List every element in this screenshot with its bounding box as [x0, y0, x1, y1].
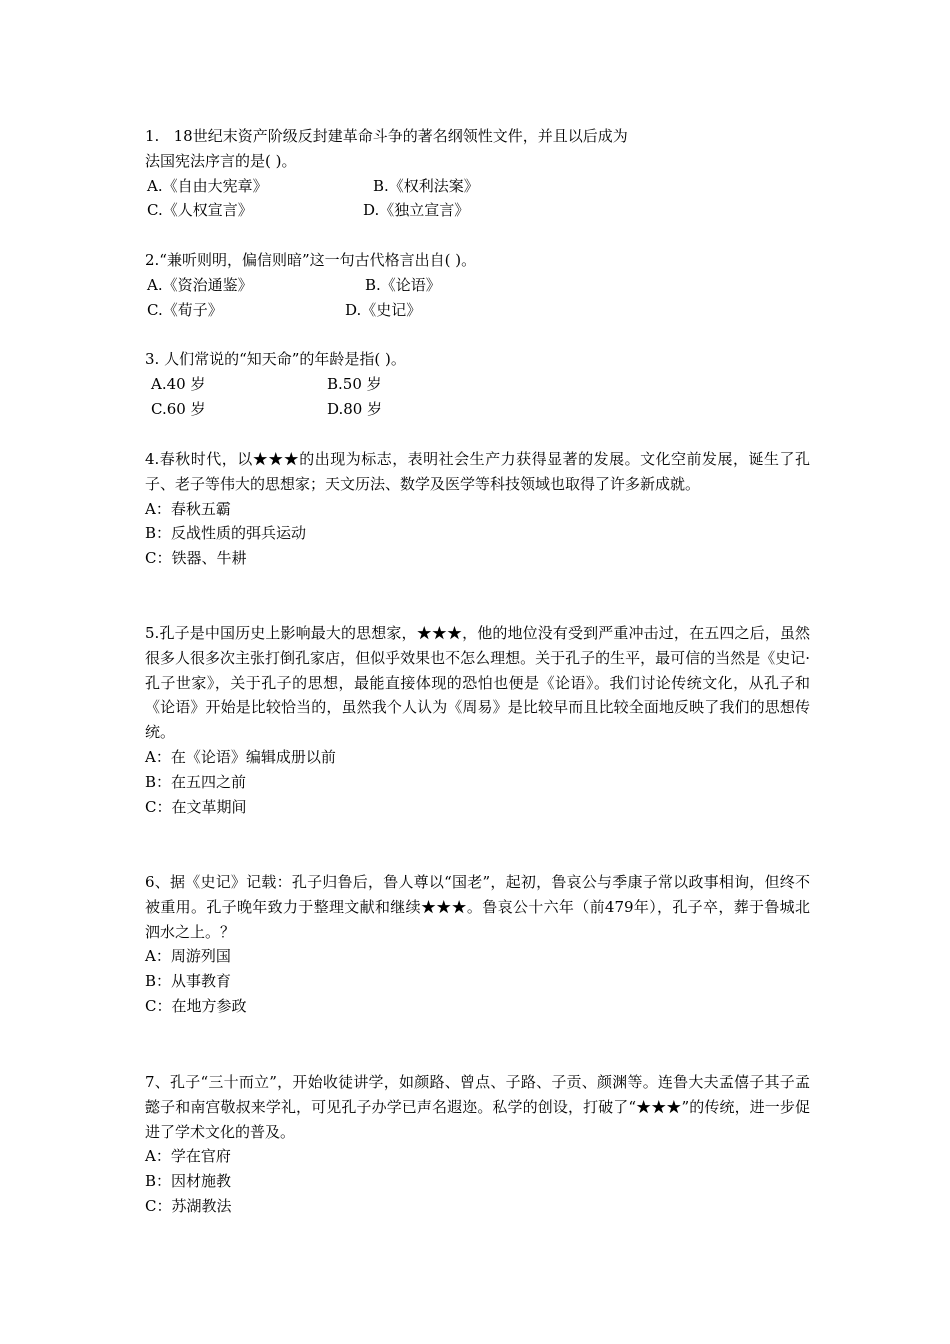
option-row	[145, 174, 810, 199]
answer-a: A：周游列国	[145, 947, 231, 966]
question-1	[145, 124, 810, 223]
answer-b: B：从事教育	[145, 972, 232, 991]
option-b: B.《权利法案》	[373, 176, 479, 195]
question-stem: 5.孔子是中国历史上影响最大的思想家，★★★，他的地位没有受到严重冲击过，在五四之后，虽然很多人很多次主张打倒孔家店，但似乎效果也不怎么理想。关于孔子的生平，最可信的当然是《史记·孔子世家》，关于孔子的思想，最能直接体现的恐怕也便是《论语》。我们讨论传统文化，从孔子和《论语》开始是比较恰当的，虽然我个人认为《周易》是比较早而且比较全面地反映了我们的思想传统。	[145, 624, 810, 742]
question-stem-line: 3. 人们常说的“知天命”的年龄是指( )。	[145, 350, 406, 368]
question-stem-line: 1. 18世纪末资产阶级反封建革命斗争的著名纲领性文件，并且以后成为	[145, 127, 628, 145]
answer-c: C：在文革期间	[145, 797, 247, 816]
question-stem: 6、据《史记》记载：孔子归鲁后，鲁人尊以“国老”，起初，鲁哀公与季康子常以政事相询，但终不被重用。孔子晚年致力于整理文献和继续★★★。鲁哀公十六年（前479年），孔子卒，葬于鲁城北泗水之上。？	[145, 873, 810, 941]
option-a: A.《自由大宪章》	[147, 176, 268, 195]
option-row	[145, 397, 810, 422]
question-5	[145, 621, 810, 819]
question-stem-line: 2.“兼听则明，偏信则暗”这一句古代格言出自( )。	[145, 251, 477, 269]
option-c: C.《荀子》	[147, 300, 223, 319]
option-row	[145, 298, 810, 323]
answer-a: A：学在官府	[145, 1147, 231, 1166]
answer-b: B：在五四之前	[145, 772, 247, 791]
option-d: D.《史记》	[345, 300, 422, 319]
question-6	[145, 870, 810, 1019]
answer-a: A：在《论语》编辑成册以前	[145, 747, 336, 766]
option-row	[145, 273, 810, 298]
option-row	[145, 372, 810, 397]
question-4	[145, 447, 810, 571]
question-stem: 4.春秋时代，以★★★的出现为标志，表明社会生产力获得显著的发展。文化空前发展，诞生了孔子、老子等伟大的思想家；天文历法、数学及医学等科技领域也取得了许多新成就。	[145, 450, 810, 493]
question-stem-line: 法国宪法序言的是( )。	[145, 151, 297, 170]
option-b: B.50 岁	[327, 374, 382, 393]
option-c: C.《人权宣言》	[147, 201, 253, 220]
question-stem: 7、孔子“三十而立”，开始收徒讲学，如颜路、曾点、子路、子贡、颜渊等。连鲁大夫孟僖子其子孟懿子和南宫敬叔来学礼，可见孔子办学已声名遐迩。私学的创设，打破了“★★★”的传统，进一步促进了学术文化的普及。	[145, 1073, 810, 1141]
option-a: A.《资治通鉴》	[147, 275, 253, 294]
option-a: A.40 岁	[151, 374, 206, 393]
answer-b: B：因材施教	[145, 1172, 232, 1191]
answer-c: C：铁器、牛耕	[145, 549, 247, 568]
answer-b: B：反战性质的弭兵运动	[145, 524, 307, 543]
question-2	[145, 248, 810, 322]
answer-a: A：春秋五霸	[145, 499, 231, 518]
question-3	[145, 347, 810, 421]
option-d: D.80 岁	[327, 399, 383, 418]
question-7	[145, 1070, 810, 1219]
answer-c: C：苏湖教法	[145, 1196, 232, 1215]
option-c: C.60 岁	[151, 399, 206, 418]
answer-c: C：在地方参政	[145, 996, 247, 1015]
option-b: B.《论语》	[365, 275, 441, 294]
option-row	[145, 198, 810, 223]
option-d: D.《独立宣言》	[363, 201, 470, 220]
